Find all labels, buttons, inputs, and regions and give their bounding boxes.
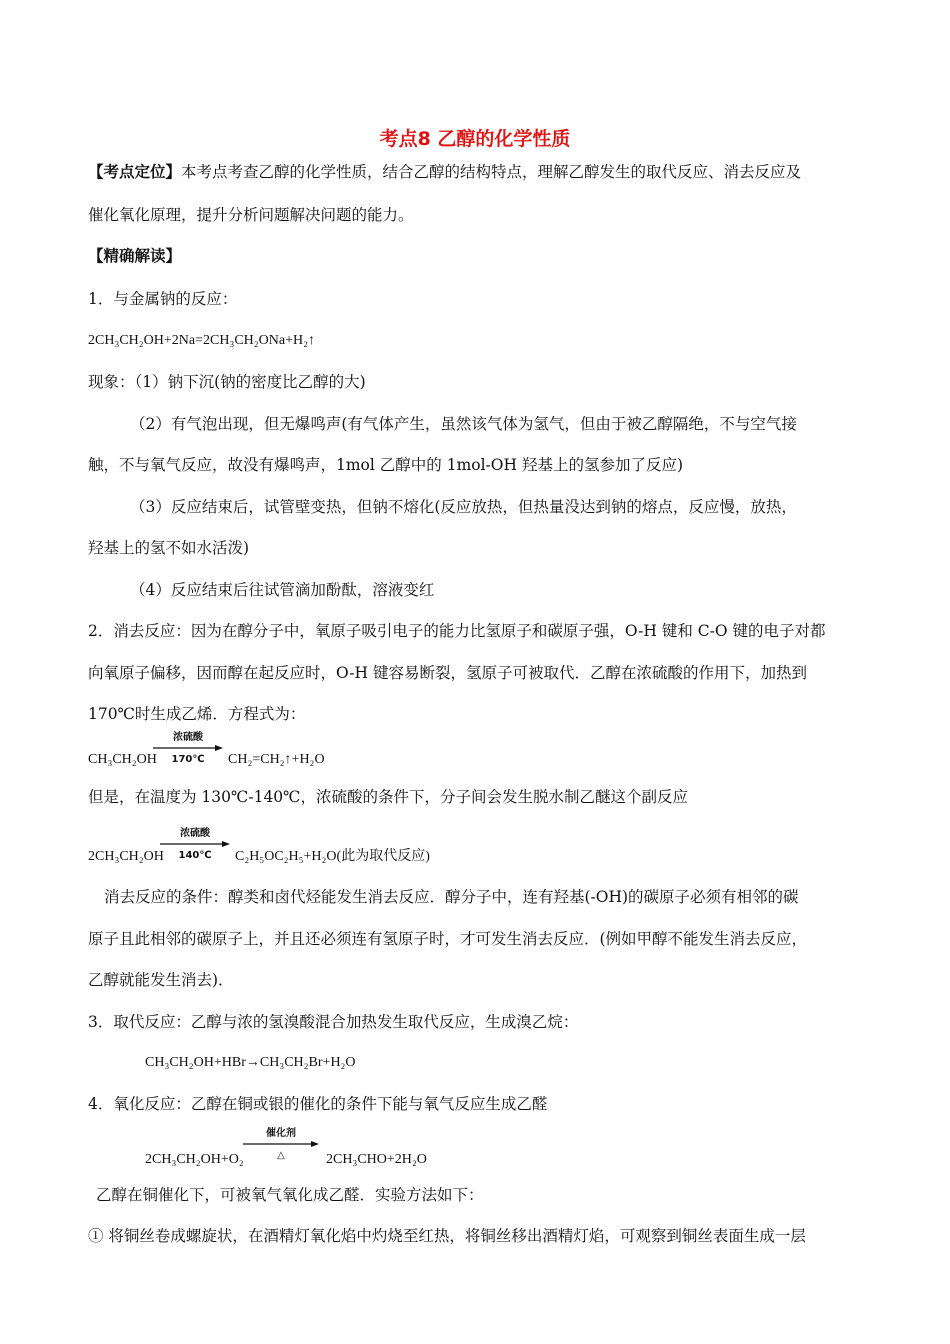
intro-text-1: 本考点考查乙醇的化学性质，结合乙醇的结构特点，理解乙醇发生的取代反应、消去反应及 [181,163,802,181]
s1-phenomenon-1: 现象：（1）钠下沉(钠的密度比乙醇的大) [88,373,366,391]
eq1-arrow-line [153,744,223,752]
s2-line-6: 原子且此相邻的碳原子上，并且还必须连有氢原子时，才可发生消去反应．(例如甲醇不能发生消去反应， [88,930,808,948]
eq3-condition-bottom: △ [277,1150,285,1161]
intro-line-2: 催化氧化原理，提升分析问题解决问题的能力。 [88,206,414,224]
eq1-arrow [153,732,223,768]
eq2-reactant: 2CH₃CH₂OH [88,849,164,864]
eq1-condition-bottom: 170℃ [171,754,205,765]
s2-line-2: 向氧原子偏移，因而醇在起反应时，O-H 键容易断裂，氢原子可被取代．乙醇在浓硫酸的作用下，加热到 [88,664,807,682]
eq2-product: C₂H₅OC₂H₅+H₂O(此为取代反应) [235,849,430,864]
eq2-condition-bottom: 140℃ [178,850,212,861]
s4-line-2: ① 将铜丝卷成螺旋状，在酒精灯氧化焰中灼烧至红热，将铜丝移出酒精灯焰，可观察到铜丝表面生成一层 [88,1227,806,1245]
eq3-arrow-line [243,1140,319,1148]
eq2-condition-top: 浓硫酸 [180,828,210,839]
eq3-condition-top: 催化剂 [266,1128,296,1139]
s1-phenomenon-3a: （3）反应结束后，试管壁变热，但钠不熔化(反应放热，但热量没达到钠的熔点，反应慢，放热， [130,498,797,516]
eq1-reactant: CH₃CH₂OH [88,752,157,767]
s2-line-7: 乙醇就能发生消去)． [88,971,234,989]
s3-equation: CH₃CH₂OH+HBr→CH₃CH₂Br+H₂O [145,1055,356,1070]
eq1-product: CH₂=CH₂↑+H₂O [228,752,325,767]
s1-phenomenon-2b: 触，不与氧气反应，故没有爆鸣声，1mol 乙醇中的 1mol-OH 羟基上的氢参加了反应) [88,456,683,474]
s4-heading: 4．氧化反应：乙醇在铜或银的催化的条件下能与氧气反应生成乙醛 [88,1095,548,1113]
s1-phenomenon-4: （4）反应结束后往试管滴加酚酞，溶液变红 [130,581,435,599]
s3-heading: 3．取代反应：乙醇与浓的氢溴酸混合加热发生取代反应，生成溴乙烷： [88,1013,579,1031]
page-title: 考点8 乙醇的化学性质 [379,128,571,150]
eq1-condition-top: 浓硫酸 [173,732,203,743]
intro-line-1 [88,162,801,182]
s2-line-4: 但是，在温度为 130℃-140℃，浓硫酸的条件下，分子间会发生脱水制乙醚这个副反应 [88,788,689,806]
s1-equation: 2CH₃CH₂OH+2Na=2CH₃CH₂ONa+H₂↑ [88,333,315,348]
s1-heading: 1．与金属钠的反应： [88,290,238,308]
s2-line-3: 170℃时生成乙烯．方程式为： [88,705,306,723]
eq3-arrow [243,1128,319,1164]
s2-line-5: 消去反应的条件：醇类和卤代烃能发生消去反应．醇分子中，连有羟基(-OH)的碳原子必须有相邻的碳 [104,888,799,906]
section-label: 【精确解读】 [88,246,182,265]
intro-label: 【考点定位】 [88,162,182,181]
eq2-arrow-line [160,840,230,848]
s2-line-1: 2．消去反应：因为在醇分子中，氧原子吸引电子的能力比氢原子和碳原子强，O-H 键和 C-O 键的电子对都 [88,622,826,640]
eq2-arrow [160,828,230,864]
s1-phenomenon-2a: （2）有气泡出现，但无爆鸣声(有气体产生，虽然该气体为氢气，但由于被乙醇隔绝，不与空气接 [130,415,797,433]
eq3-product: 2CH₃CHO+2H₂O [326,1152,427,1167]
s4-line-1: 乙醇在铜催化下，可被氧气氧化成乙醛．实验方法如下： [96,1186,484,1204]
s1-phenomenon-3b: 羟基上的氢不如水活泼) [88,539,250,557]
eq3-reactant: 2CH₃CH₂OH+O₂ [145,1152,244,1167]
